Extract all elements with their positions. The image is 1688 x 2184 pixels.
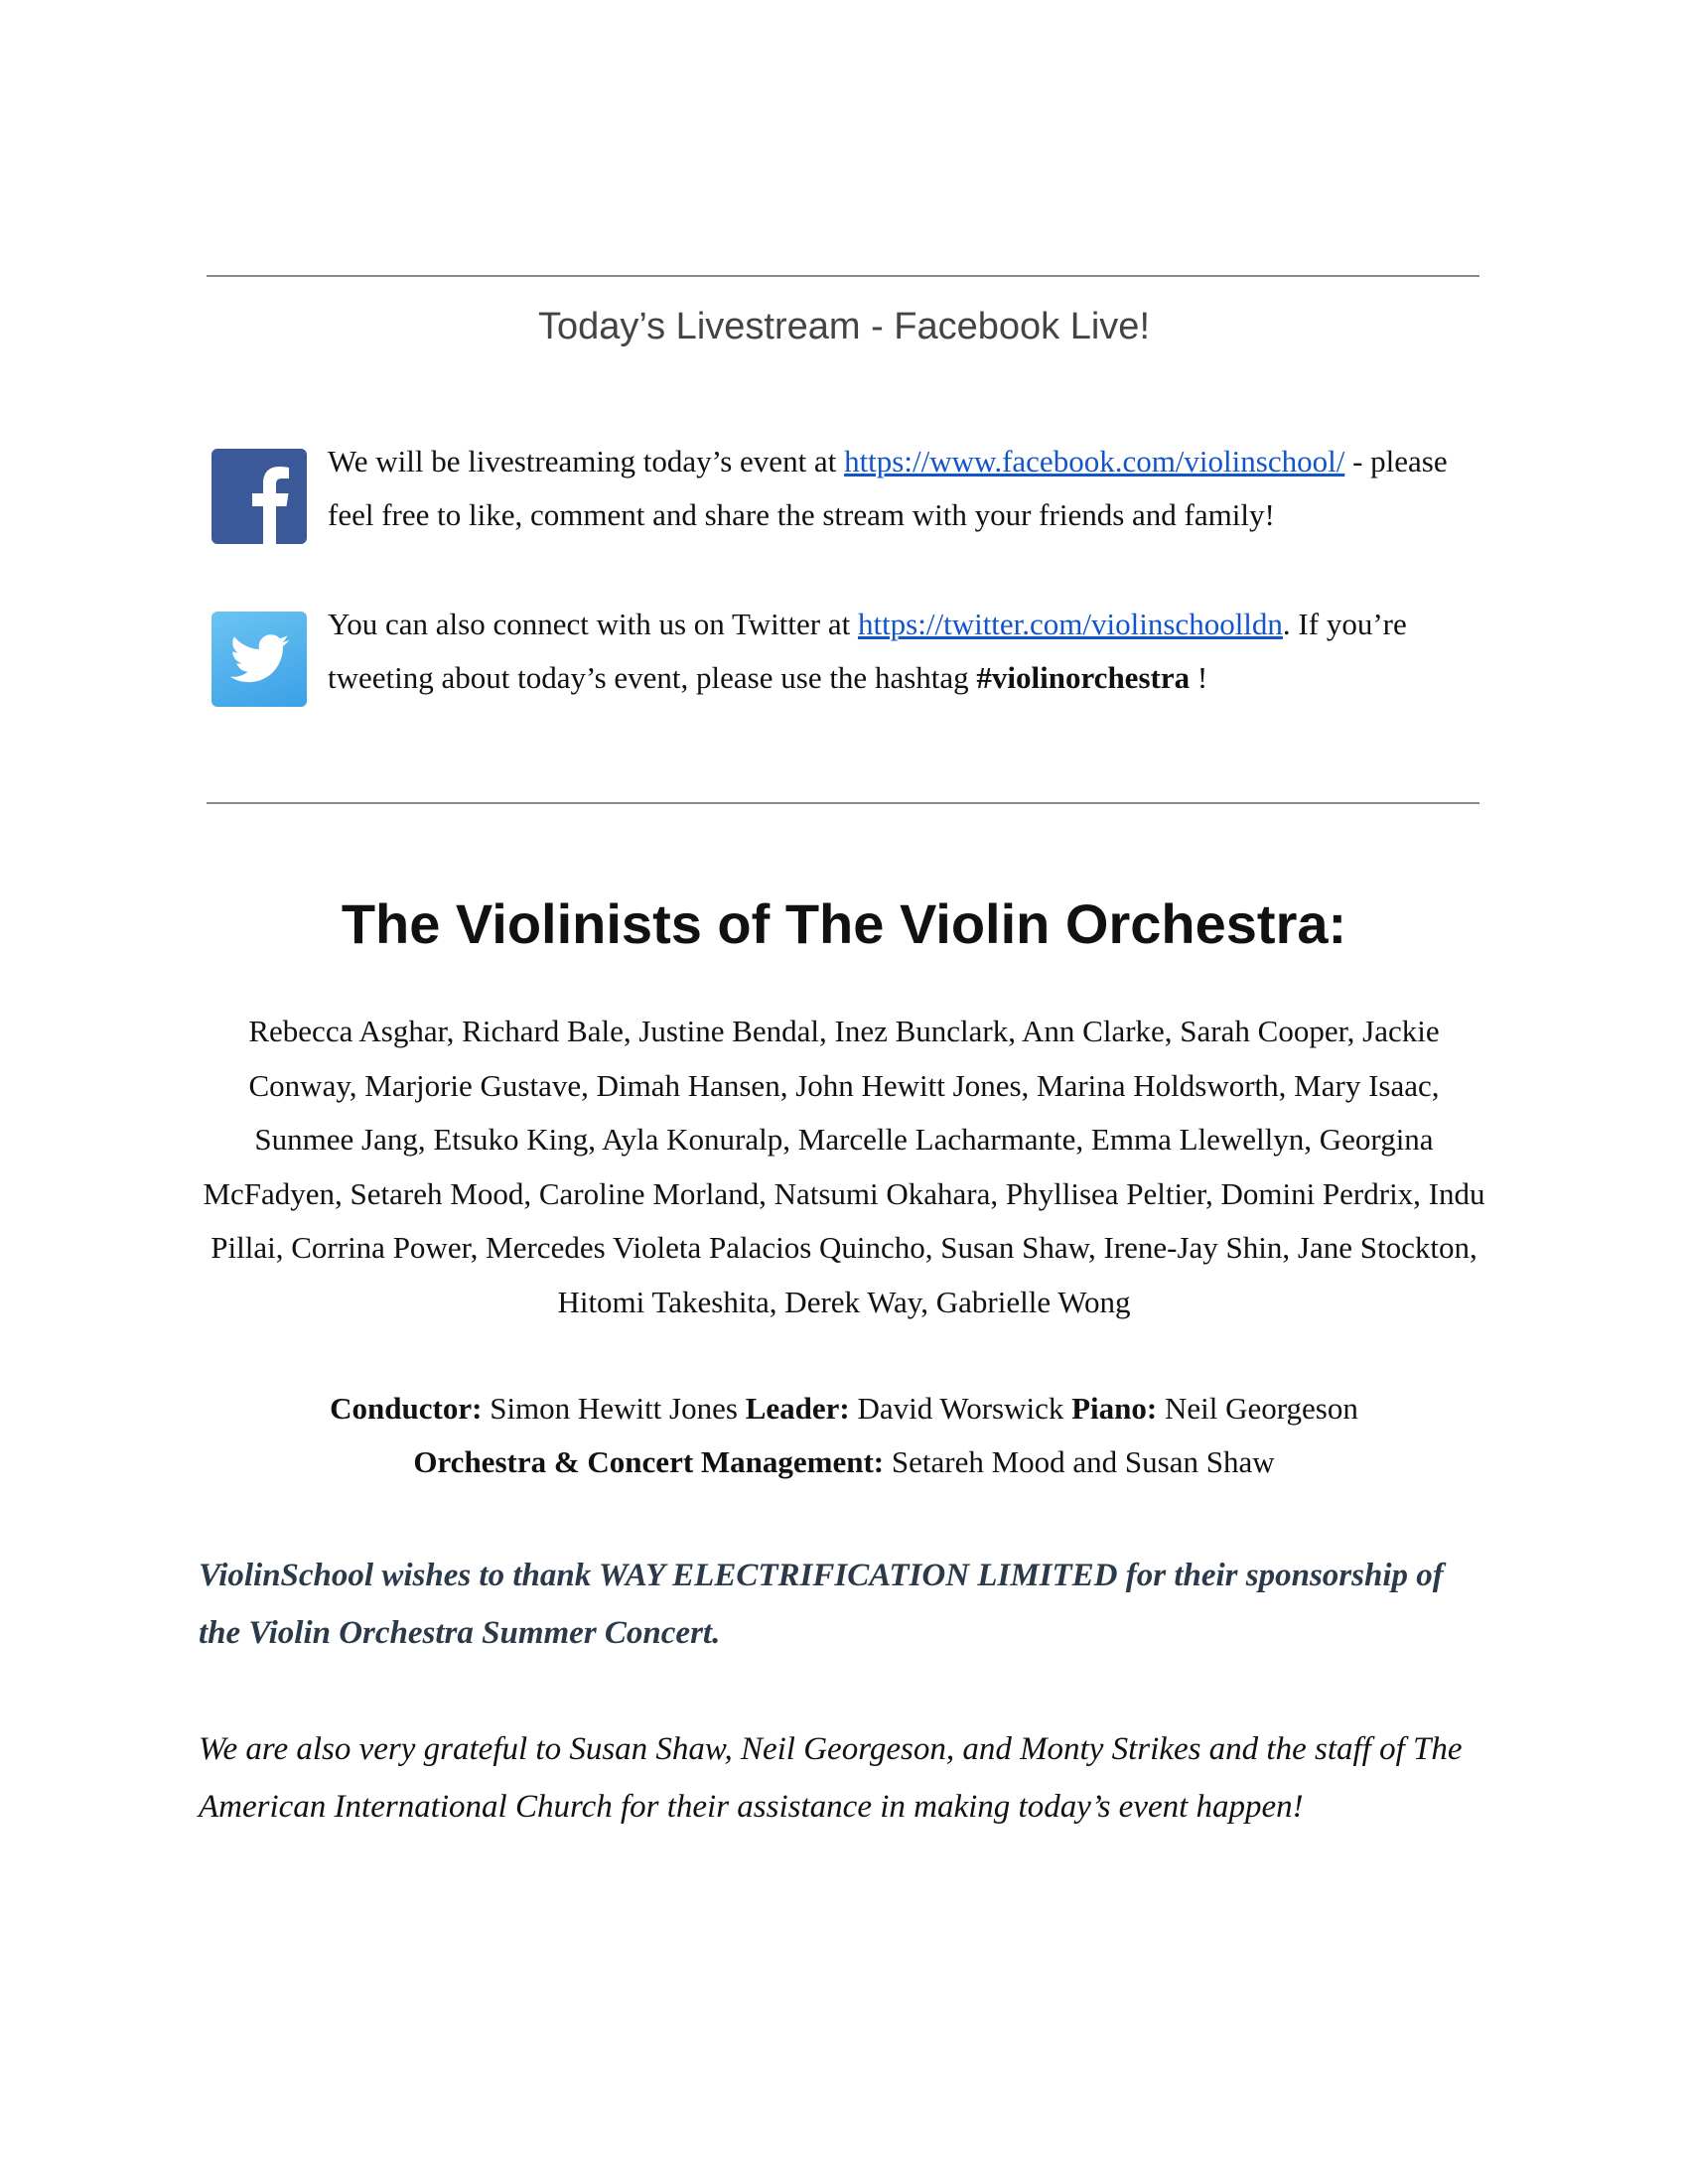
twitter-bird-glyph bbox=[211, 612, 307, 707]
facebook-text-after: - please feel free to like, comment and share the stream with your friends and family! bbox=[328, 444, 1448, 532]
facebook-text-before: We will be livestreaming today’s event at bbox=[328, 444, 845, 478]
leader-name: David Worswick bbox=[849, 1391, 1072, 1426]
twitter-link[interactable]: https://twitter.com/violinschoolldn bbox=[857, 607, 1283, 641]
livestream-heading: Today’s Livestream - Facebook Live! bbox=[537, 306, 1151, 347]
violinists-list: Rebecca Asghar, Richard Bale, Justine Bendal, Inez Bunclark, Ann Clarke, Sarah Cooper, Jackie Conway, Marjorie Gustave, Dimah Hansen, John Hewitt Jones, Marina Holdsworth, Mary Isaac, Sunmee Jang, Etsuko King, Ayla Konuralp, Marcelle Lacharmante, Emma Llewellyn, Georgina McFadyen, Setareh Mood, Caroline Morland, Natsumi Okahara, Phyllisea Peltier, Domini Perdrix, Indu Pillai, Corrina Power, Mercedes Violeta Palacios Quincho, Susan Shaw, Irene-Jay Shin, Jane Stockton, Hitomi Takeshita, Derek Way, Gabrielle Wong bbox=[203, 1014, 1485, 1319]
facebook-glyph bbox=[211, 449, 307, 544]
hashtag: #violinorchestra bbox=[976, 660, 1191, 695]
twitter-text-after: ! bbox=[1190, 660, 1208, 695]
management-label: Orchestra & Concert Management: bbox=[413, 1444, 885, 1479]
credits-line-1 bbox=[199, 1382, 1489, 1435]
top-divider bbox=[207, 275, 1479, 277]
conductor-label: Conductor: bbox=[330, 1391, 483, 1426]
twitter-text-middle: . If you’re tweeting about today’s event, please use the hashtag bbox=[328, 607, 1407, 695]
credits-block bbox=[199, 1382, 1489, 1489]
twitter-icon[interactable] bbox=[211, 612, 307, 707]
orchestra-title: The Violinists of The Violin Orchestra: bbox=[341, 892, 1347, 955]
facebook-icon[interactable] bbox=[211, 449, 307, 544]
bottom-divider bbox=[207, 802, 1479, 804]
twitter-message bbox=[328, 598, 1489, 705]
conductor-name: Simon Hewitt Jones bbox=[482, 1391, 746, 1426]
gratitude-note: We are also very grateful to Susan Shaw, Neil Georgeson, and Monty Strikes and the staff of The American International Church for their assistance in making today’s event happen! bbox=[199, 1731, 1463, 1825]
piano-name: Neil Georgeson bbox=[1157, 1391, 1358, 1426]
facebook-message bbox=[328, 435, 1489, 542]
twitter-text-before: You can also connect with us on Twitter at bbox=[328, 607, 858, 641]
credits-line-2 bbox=[199, 1435, 1489, 1489]
facebook-link[interactable]: https://www.facebook.com/violinschool/ bbox=[844, 444, 1345, 478]
leader-label: Leader: bbox=[745, 1391, 850, 1426]
piano-label: Piano: bbox=[1071, 1391, 1158, 1426]
sponsor-note: ViolinSchool wishes to thank WAY ELECTRIFICATION LIMITED for their sponsorship of the Violin Orchestra Summer Concert. bbox=[199, 1558, 1444, 1651]
management-names: Setareh Mood and Susan Shaw bbox=[884, 1444, 1275, 1479]
